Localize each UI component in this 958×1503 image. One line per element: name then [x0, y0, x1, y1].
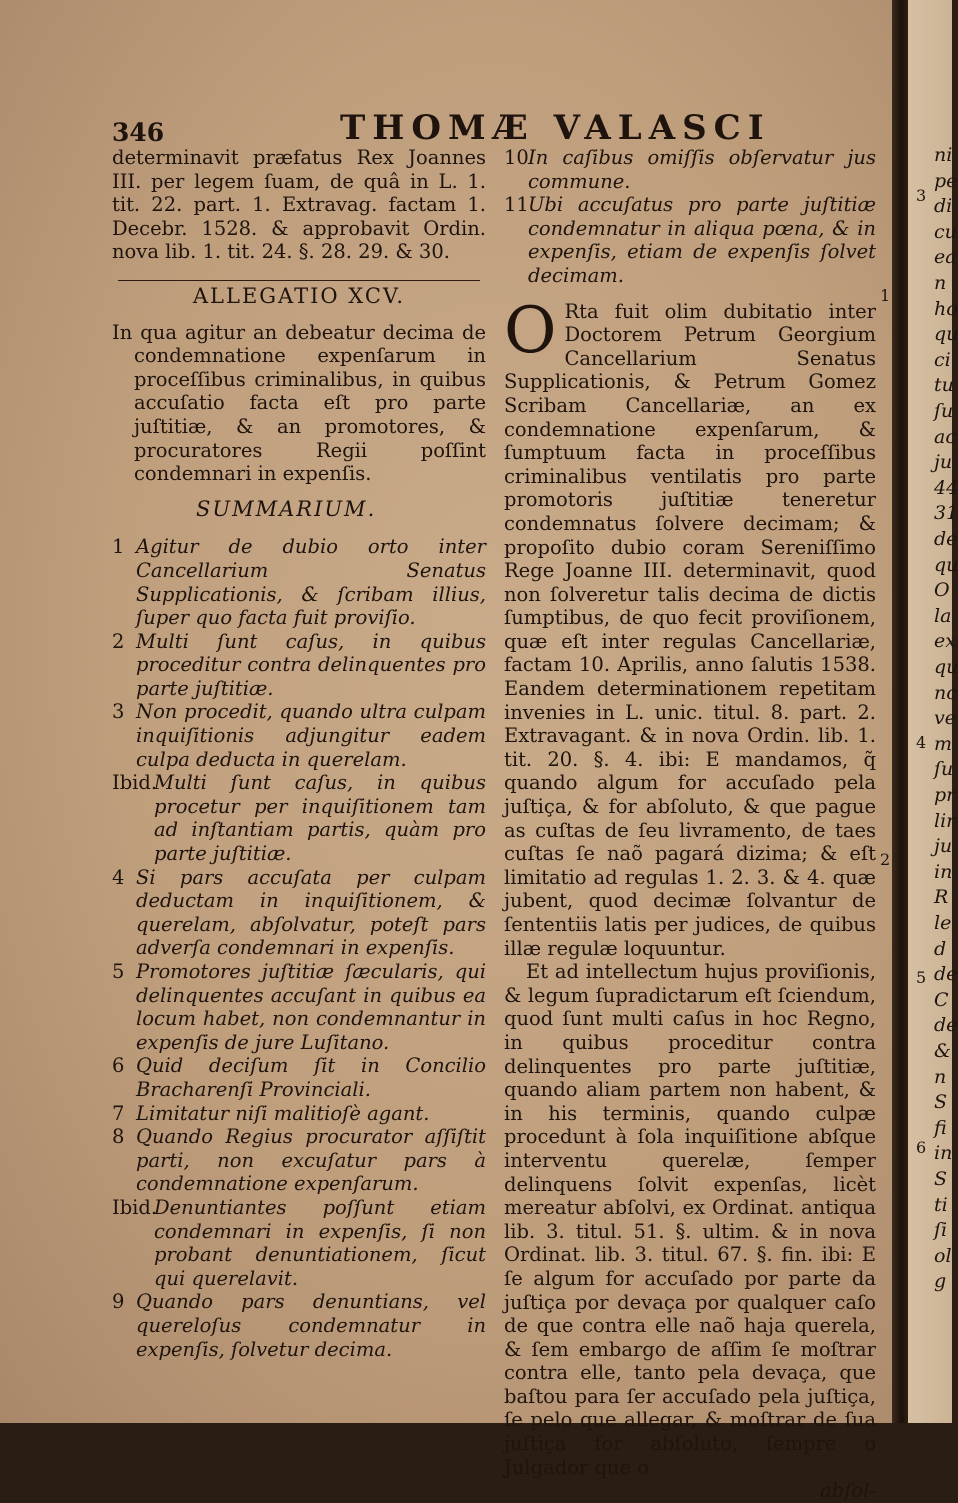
summary-item-text: Quando Regius procurator aſſiſtit parti, non excuſatur pars à condemnatione expenſarum.	[136, 1125, 486, 1196]
adjacent-text-fragment: ea	[934, 246, 957, 269]
paragraph-2: Et ad intellectum hujus proviſionis, & legum ſupradictarum eſt ſciendum, quod ſunt multi caſus in hoc Regno, in quibus proceditur contra delinquentes pro parte juſtitiæ, quando aliam partem non habent, & in his terminis, quando culpæ procedunt à ſola inquiſitione abſque interventu querelæ, ſemper delinquens ſolvit expenſas, licèt mereatur abſolvi, ex Ordinat. antiqua lib. 3. titul. 51. §. ultim. & in nova Ordinat. lib. 3. titul. 67. §. fin. ibi: E ſe algum for accuſado por parte da juſtiça por devaça por qualquer caſo de que contra elle naõ haja querela, & ſem embargo de aſſim ſe moſtrar contra elle, tanto pela devaça, que baſtou para ſer accuſado pela juſtiça, ſe pelo que allegar, & moſtrar de ſua juſtiça for abſoluto, ſempre o Julgador que o	[504, 960, 876, 1479]
allegatio-title: ALLEGATIO XCV.	[192, 283, 406, 308]
summary-item-number: 6	[112, 1054, 125, 1078]
summary-item-number: 8	[112, 1125, 125, 1149]
summary-item-number: 11	[504, 193, 529, 217]
margin-number-1: 1	[880, 286, 891, 305]
summary-item-text: Multi ſunt caſus, in quibus procetur per inquiſitionem tam ad inſtantiam partis, quàm pro parte juſtitiæ.	[154, 771, 486, 866]
running-title: THOMÆ VALASCI	[340, 108, 771, 148]
adjacent-text-fragment: la	[934, 604, 952, 627]
summary-item-text: In caſibus omiſſis obſervatur jus commune.	[528, 146, 876, 193]
adjacent-text-fragment: 44	[934, 476, 958, 499]
adjacent-text-fragment: in	[934, 1142, 953, 1165]
summary-item-text: Non procedit, quando ultra culpam inquiſitionis adjungitur eadem culpa deducta in querelam.	[136, 700, 486, 771]
adjacent-page-edge	[908, 0, 958, 1423]
adjacent-text-fragment: &	[934, 1040, 951, 1062]
summary-item	[504, 146, 876, 193]
adjacent-text-fragment: nc	[934, 681, 957, 704]
adjacent-text-fragment: fi	[934, 1116, 947, 1139]
summary-item-number: 9	[112, 1290, 125, 1314]
summary-item-number: 4	[112, 865, 125, 889]
adjacent-text-fragment: ju	[934, 835, 953, 858]
adjacent-text-fragment: O	[934, 579, 950, 602]
adjacent-text-fragment: S	[934, 1091, 948, 1114]
adjacent-text-fragment: pr	[934, 784, 956, 806]
summary-item	[112, 535, 486, 629]
main-text	[504, 293, 876, 1503]
adjacent-text-fragment: de	[934, 1014, 958, 1037]
adjacent-text-fragment: n	[934, 272, 947, 294]
summary-item-number: 2	[112, 629, 125, 653]
adjacent-text-fragment: ni	[934, 144, 953, 166]
summarium-title: SUMMARIUM.	[196, 496, 377, 521]
allegatio-argument: In qua agitur an debeatur decima de condemnatione expenſarum in proceſſibus criminalibus, in quibus accuſatio facta eſt pro parte juſtitiæ, & an promotores, & procuratores Regii poſſint condemnari in expenſis.	[112, 320, 486, 486]
adjacent-text-fragment: qu	[934, 323, 958, 346]
summary-item	[112, 1290, 486, 1361]
summary-item-number: 5	[112, 960, 125, 983]
adjacent-margin-number: 4	[916, 733, 927, 752]
catchword: abſol-	[820, 1479, 876, 1503]
adjacent-text-fragment: di	[934, 195, 953, 218]
adjacent-text-fragment: ti	[934, 1193, 948, 1216]
left-column	[112, 146, 486, 1361]
summary-item-text: Promotores juſtitiæ ſæcularis, qui delinquentes accuſant in quibus ea locum habet, non condemnantur in expenſis de jure Luſitano.	[136, 960, 486, 1054]
adjacent-text-fragment: 31	[934, 502, 958, 525]
paragraph-1: Rta fuit olim dubitatio inter Doctorem Petrum Georgium Cancellarium Senatus Supplicationis, & Petrum Gomez Scribam Cancellariæ, an ex condemnatione expenſarum, & ſumptuum facta in proceſſibus criminalibus ventilatis pro parte promotoris juſtitiæ teneretur condemnatus ſolvere decimam; & propoſito dubio coram Sereniſſimo Rege Joanne III. determinavit, quod non ſolveretur talis decima de dictis ſumptibus, de quo fecit proviſionem, quæ eſt inter regulas Cancellariæ, factam 10. Aprilis, anno ſalutis 1538. Eandem determinationem repetitam invenies in L. unic. titul. 8. part. 2. Extravagant. & in nova Ordin. lib. 1. tit. 20. §. 4. ibi: E mandamos, q̃ quando algum for accuſado pela juſtiça, & for abſoluto, & que pague as cuſtas de ſeu livramento, de taes cuſtas ſe naõ pagará dizima; & eſt limitatio ad regulas 1. 2. 3. & 4. quæ jubent, quod decimæ ſolvantur de ſententiis latis per judices, de quibus illæ regulæ loquuntur.	[504, 299, 876, 960]
adjacent-text-fragment: tu	[934, 374, 954, 397]
adjacent-text-fragment: cu	[934, 220, 957, 243]
adjacent-text-fragment: ex	[934, 630, 956, 653]
summary-item	[112, 630, 486, 701]
summary-list-continued	[504, 146, 876, 288]
adjacent-text-fragment: pe	[934, 169, 958, 192]
adjacent-margin-number: 5	[916, 968, 927, 987]
summary-item	[504, 193, 876, 287]
right-column	[504, 146, 876, 1503]
page-header	[112, 108, 892, 148]
adjacent-text-fragment: n	[934, 1065, 947, 1088]
adjacent-text-fragment: de	[934, 528, 958, 550]
summary-item-text: Quid deciſum ſit in Concilio Bracharenſi Provinciali.	[136, 1054, 486, 1101]
summary-item-number: Ibid.	[112, 771, 158, 795]
adjacent-text-fragment: ho	[934, 297, 958, 320]
adjacent-text-fragment: ac	[934, 425, 956, 448]
adjacent-text-fragment: qu	[934, 553, 958, 576]
adjacent-text-fragment: C	[934, 988, 949, 1011]
adjacent-text-fragment: ve	[934, 707, 956, 730]
adjacent-text-fragment: de	[934, 963, 958, 986]
adjacent-text-fragment: S	[934, 1168, 948, 1190]
summary-item-number: 10	[504, 146, 529, 169]
adjacent-margin-number: 3	[916, 186, 927, 205]
summary-item	[112, 1054, 486, 1101]
section-divider	[118, 280, 480, 281]
adjacent-text-fragment: ol	[934, 1244, 952, 1267]
adjacent-text-fragment: R	[934, 886, 949, 909]
summary-item-text: Multi ſunt caſus, in quibus proceditur contra delinquentes pro parte juſtitiæ.	[136, 629, 486, 700]
adjacent-text-fragment: m	[934, 732, 953, 755]
book-gutter	[892, 0, 908, 1423]
adjacent-text-fragment: g	[934, 1270, 947, 1293]
summary-item-number: 3	[112, 700, 125, 724]
summary-item-text: Quando pars denuntians, vel quereloſus condemnatur in expenſis, ſolvetur decima.	[136, 1290, 486, 1361]
adjacent-text-fragment: in	[934, 860, 953, 883]
drop-cap: O	[504, 293, 557, 368]
summary-item-text: Si pars accuſata per culpam deductam in inquiſitionem, & querelam, abſolvatur, poteſt pars adverſa condemnari in expenſis.	[136, 865, 486, 960]
adjacent-text-fragment: lir	[934, 809, 956, 832]
summary-item-number: Ibid.	[112, 1195, 158, 1219]
summary-item	[112, 960, 486, 1054]
margin-number-2: 2	[880, 850, 891, 869]
adjacent-text-fragment: ſu	[934, 400, 954, 422]
adjacent-text-fragment: ſu	[934, 758, 954, 781]
summary-item-text: Limitatur niſi malitioſè agant.	[136, 1101, 430, 1125]
adjacent-text-fragment: ju	[934, 451, 953, 474]
summary-item-text: Ubi accuſatus pro parte juſtitiæ condemnatur in aliqua pœna, & in expenſis, etiam de expenſis ſolvet decimam.	[528, 193, 876, 287]
adjacent-text-fragment: ci	[934, 348, 951, 371]
adjacent-text-fragment: qu	[934, 656, 958, 678]
summary-item	[112, 866, 486, 960]
summary-list	[112, 535, 486, 1361]
adjacent-text-fragment: le	[934, 912, 952, 934]
summary-item	[112, 700, 486, 771]
summary-item-text: Agitur de dubio orto inter Cancellarium Senatus Supplicationis, & ſcribam illius, ſuper quo facta fuit proviſio.	[136, 535, 486, 630]
summary-item	[112, 1125, 486, 1196]
page-number: 346	[112, 118, 165, 147]
adjacent-margin-number: 6	[916, 1138, 927, 1157]
adjacent-text-fragment: ſi	[934, 1219, 948, 1242]
summary-item-number: 7	[112, 1101, 125, 1125]
summary-item	[112, 1196, 486, 1290]
summary-item	[112, 771, 486, 865]
adjacent-text-fragment: d	[934, 937, 947, 960]
summary-item-text: Denuntiantes poſſunt etiam condemnari in expenſis, ſi non probant denuntiationem, ſicut qui querelavit.	[154, 1195, 486, 1290]
summary-item	[112, 1102, 486, 1126]
opening-text: determinavit præfatus Rex Joannes III. per legem ſuam, de quâ in L. 1. tit. 22. part. 1. Extravag. factam 1. Decebr. 1528. & approbavit Ordin. nova lib. 1. tit. 24. §. 28. 29. & 30.	[112, 146, 486, 264]
summary-item-number: 1	[112, 535, 125, 559]
